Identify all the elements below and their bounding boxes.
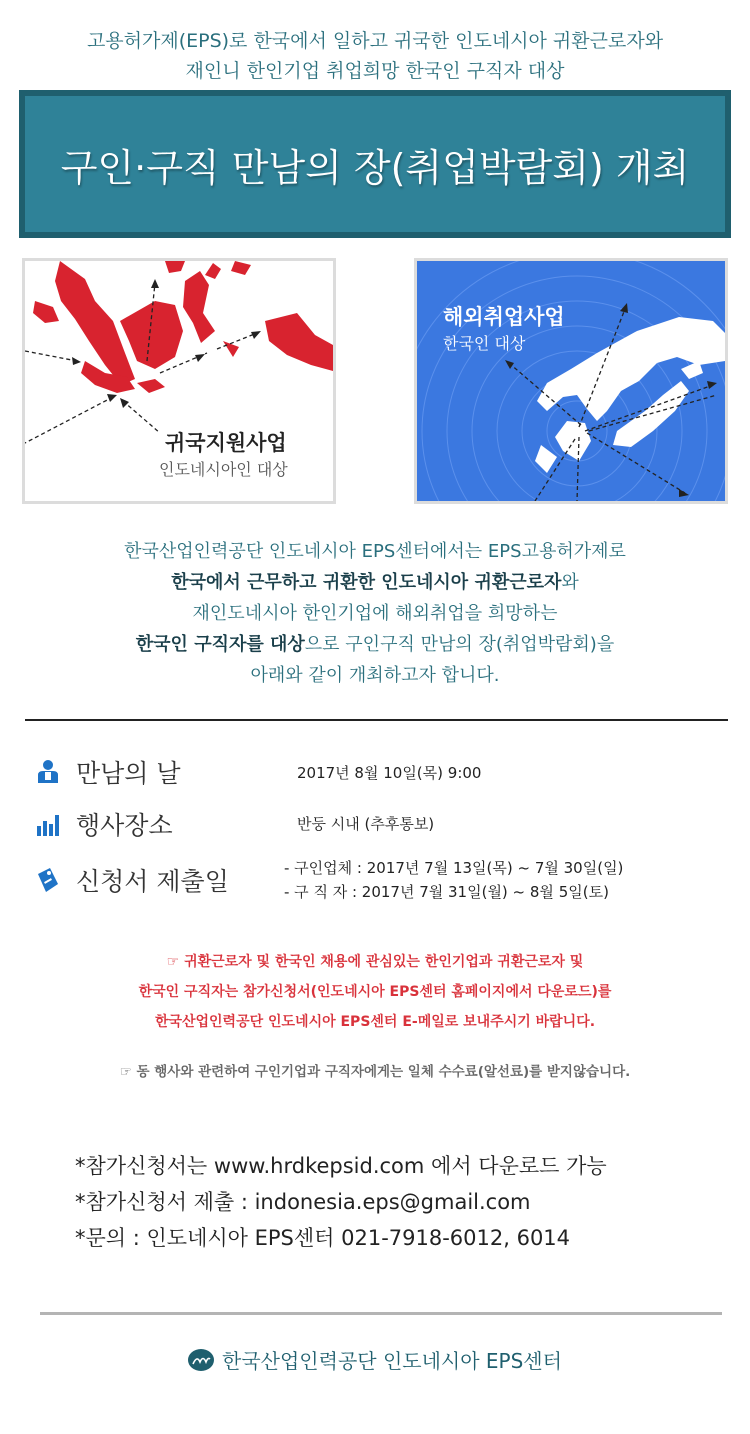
return-support-subtitle: 인도네시아인 대상 [159,460,288,479]
description-line-5: 아래와 같이 개최하고자 합니다. [250,665,500,686]
overseas-employment-subtitle: 한국인 대상 [443,334,526,353]
footer-org: 한국산업인력공단 인도네시아 EPS센터 [222,1349,562,1373]
notice-red-line-2: 한국인 구직자는 참가신청서(인도네시아 EPS센터 홈페이지에서 다운로드)를 [138,984,612,1000]
notes [75,1148,607,1256]
footer [0,1345,750,1374]
person-icon [36,759,60,783]
bar-chart-icon [36,812,60,836]
hrd-korea-logo-icon [188,1349,214,1371]
description-line-2-rest: 와 [561,572,579,593]
island-shapes [33,261,333,393]
description-line-4 [0,629,750,660]
description [0,536,750,691]
note-email: *참가신청서 제출 : indonesia.eps@gmail.com [75,1190,531,1214]
venue-label: 행사장소 [76,811,173,840]
description-line-4-rest: 으로 구인구직 만남의 장(취업박람회)을 [304,634,615,655]
date-value: 2017년 8월 10일(목) 9:00 [297,764,482,782]
land-shapes [535,317,725,473]
description-line-2 [0,567,750,598]
description-line-1: 한국산업인력공단 인도네시아 EPS센터에서는 EPS고용허가제로 [124,541,626,562]
note-contact: *문의 : 인도네시아 EPS센터 021-7918-6012, 6014 [75,1226,571,1250]
description-line-4-bold: 한국인 구직자를 대상 [135,634,305,655]
title-banner [19,90,731,238]
note-download: *참가신청서는 www.hrdkepsid.com 에서 다운로드 가능 [75,1154,607,1178]
footer-divider [40,1312,722,1315]
tag-icon [36,866,60,894]
deadline-label: 신청서 제출일 [76,867,229,896]
korea-map-illustration [417,261,725,501]
card-overseas-employment [414,258,728,504]
intro-line-2: 재인니 한인기업 취업희망 한국인 구직자 대상 [185,60,565,82]
deadline-employer: - 구인업체 : 2017년 7월 13일(목) ~ 7월 30일(일) [284,859,624,877]
date-label: 만남의 날 [76,759,181,788]
section-divider [25,719,728,721]
arrow-lines [25,283,257,443]
page-title: 구인·구직 만남의 장(취업박람회) 개최 [60,145,690,190]
venue-value: 반둥 시내 (추후통보) [297,815,435,833]
overseas-employment-title: 해외취업사업 [443,305,565,329]
description-line-2-bold: 한국에서 근무하고 귀환한 인도네시아 귀환근로자 [171,572,562,593]
description-line-3: 재인도네시아 한인기업에 해외취업을 희망하는 [192,603,558,624]
card-return-support [22,258,336,504]
notice-red-line-3: 한국산업인력공단 인도네시아 EPS센터 E-메일로 보내주시기 바랍니다. [154,1014,596,1030]
notice-fee: ☞ 동 행사와 관련하여 구인기업과 구직자에게는 일체 수수료(알선료)를 받지않습니다. [119,1064,631,1080]
intro-line-1: 고용허가제(EPS)로 한국에서 일하고 귀국한 인도네시아 귀환근로자와 [86,30,664,52]
notice-red-line-1: ☞ 귀환근로자 및 한국인 채용에 관심있는 한인기업과 귀환근로자 및 [166,954,584,970]
title-banner-inner [25,96,725,232]
return-support-title: 귀국지원사업 [165,431,287,455]
deadline-jobseeker: - 구 직 자 : 2017년 7월 31일(월) ~ 8월 5일(토) [284,883,609,901]
